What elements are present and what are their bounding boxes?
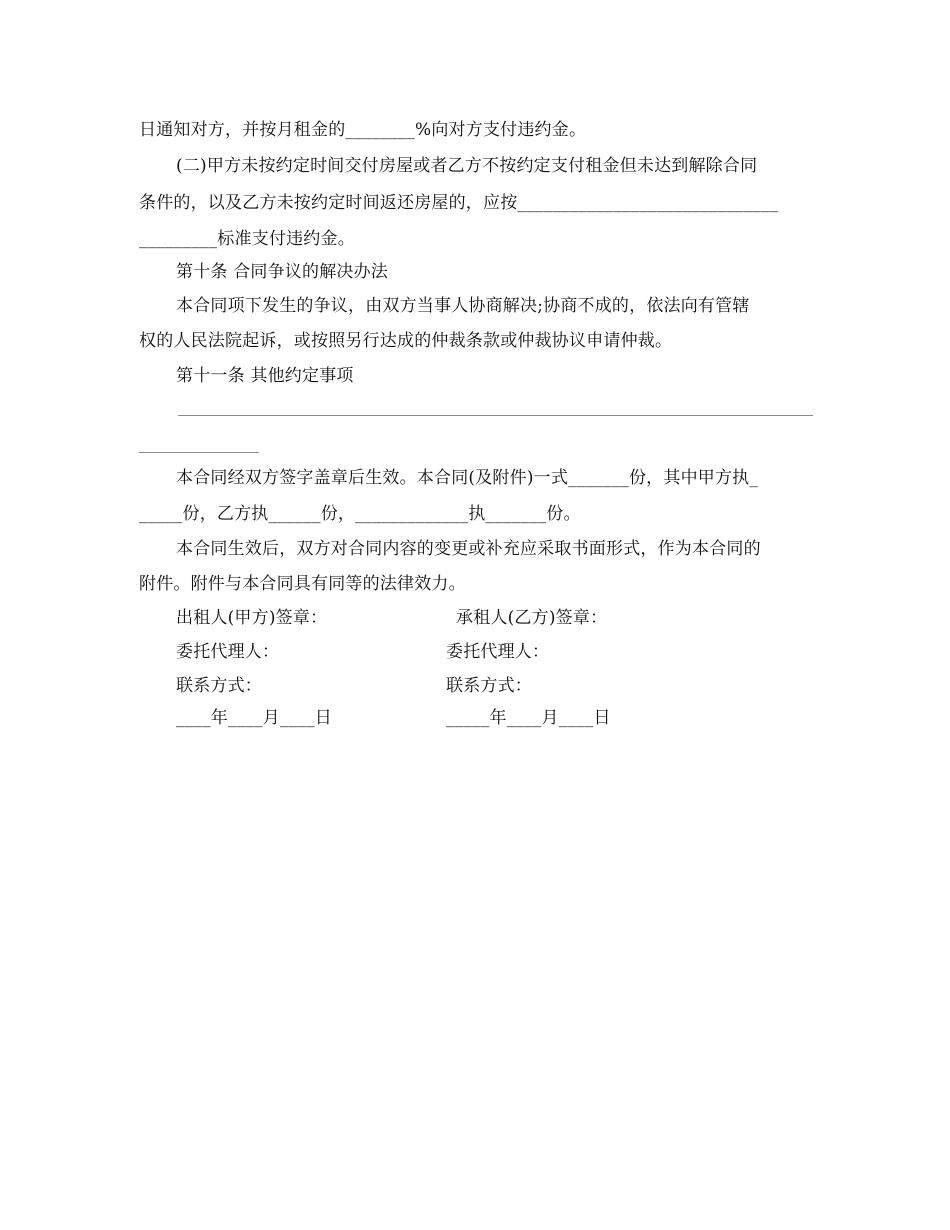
signature-lessee-label: 承租人(乙方)签章： <box>456 608 608 628</box>
paragraph-clause-2-cont: 条件的，以及乙方未按约定时间返还房屋的，应按______________________________ <box>139 193 779 213</box>
contact-a-label: 联系方式： <box>176 676 262 696</box>
paragraph-dispute: 本合同项下发生的争议，由双方当事人协商解决;协商不成的，依法向有管辖 <box>176 296 750 316</box>
paragraph-copies: _____份，乙方执______份，_____________执_______份。 <box>139 504 581 524</box>
paragraph-clause-2-end: _________标准支付违约金。 <box>139 229 355 249</box>
paragraph-penalty-notice: 日通知对方，并按月租金的________%向对方支付违约金。 <box>139 120 587 140</box>
signature-lessor-label: 出租人(甲方)签章： <box>176 608 328 628</box>
contact-b-label: 联系方式： <box>446 676 532 696</box>
paragraph-effective: 本合同经双方签字盖章后生效。本合同(及附件)一式_______份，其中甲方执_ <box>176 468 759 488</box>
date-b: _____年____月____日 <box>446 708 611 728</box>
paragraph-dispute-cont: 权的人民法院起诉，或按照另行达成的仲裁条款或仲裁协议申请仲裁。 <box>139 331 673 351</box>
agent-a-label: 委托代理人： <box>176 642 280 662</box>
paragraph-clause-2: (二)甲方未按约定时间交付房屋或者乙方不按约定支付租金但未达到解除合同 <box>176 156 758 176</box>
blank-line-other-terms-end <box>139 452 259 453</box>
heading-article-11: 第十一条 其他约定事项 <box>176 366 354 386</box>
paragraph-amendments-cont: 附件。附件与本合同具有同等的法律效力。 <box>139 574 466 594</box>
agent-b-label: 委托代理人： <box>446 642 550 662</box>
heading-article-10: 第十条 合同争议的解决办法 <box>176 262 389 282</box>
paragraph-amendments: 本合同生效后，双方对合同内容的变更或补充应采取书面形式，作为本合同的 <box>176 539 761 559</box>
blank-line-other-terms <box>178 415 813 416</box>
date-a: ____年____月____日 <box>176 708 332 728</box>
